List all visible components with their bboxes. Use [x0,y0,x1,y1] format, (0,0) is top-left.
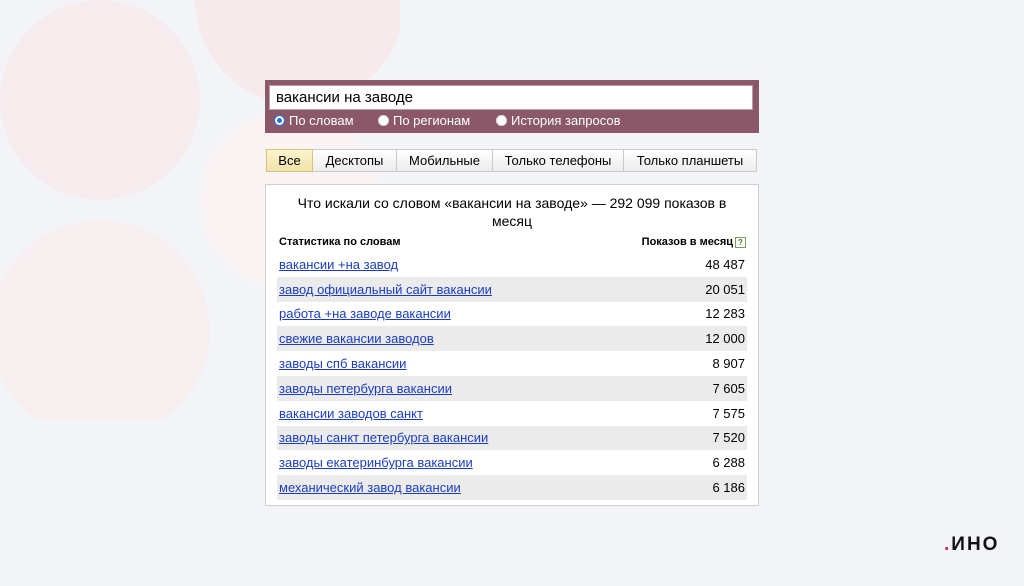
results-title: Что искали со словом «вакансии на заводе» — 292 099 показов в месяц [297,195,727,229]
count-column-header [642,236,746,248]
brand-name: ИНО [951,534,1000,555]
table-row [277,302,747,327]
radio-selected-icon [274,115,285,126]
tab-desktops[interactable]: Десктопы [313,149,397,172]
table-row [277,426,747,451]
impressions-count: 20 051 [705,281,745,297]
tab-phones-only[interactable]: Только телефоны [493,149,624,172]
impressions-count: 7 575 [712,405,745,421]
tab-all[interactable]: Все [266,149,313,172]
tab-tablets-only[interactable]: Только планшеты [624,149,757,172]
brand-dot: . [944,534,952,555]
impressions-count: 7 605 [712,380,745,396]
mode-label: По регионам [393,113,471,128]
table-row [277,326,747,351]
table-row [277,351,747,376]
results-panel [265,184,759,506]
impressions-count: 48 487 [705,256,745,272]
count-column-label: Показов в месяц [641,236,733,248]
results-table [277,252,747,500]
phrase-column-header: Статистика по словам [279,236,401,248]
impressions-count: 12 283 [705,306,745,322]
search-input[interactable] [269,85,753,110]
table-row [277,401,747,426]
phrase-link[interactable]: заводы екатеринбурга вакансии [279,455,473,471]
impressions-count: 12 000 [705,331,745,347]
phrase-link[interactable]: работа +на заводе вакансии [279,306,451,322]
table-row [277,277,747,302]
impressions-count: 6 288 [712,455,745,471]
mode-label: По словам [289,113,354,128]
tab-mobile[interactable]: Мобильные [397,149,493,172]
table-row [277,475,747,500]
device-tabs [266,149,757,172]
mode-by-regions-radio[interactable] [378,113,470,128]
table-row [277,252,747,277]
phrase-link[interactable]: вакансии +на завод [279,256,399,272]
mode-history-radio[interactable] [496,113,621,128]
impressions-count: 8 907 [712,356,745,372]
phrase-link[interactable]: свежие вакансии заводов [279,331,434,347]
phrase-link[interactable]: заводы санкт петербурга вакансии [279,430,489,446]
brand-logo [944,534,999,556]
mode-by-words-radio[interactable] [274,113,354,128]
help-icon[interactable]: ? [735,237,746,248]
table-row [277,376,747,401]
mode-label: История запросов [511,113,621,128]
phrase-link[interactable]: заводы спб вакансии [279,356,407,372]
impressions-count: 6 186 [712,480,745,496]
search-panel [265,80,759,133]
radio-unselected-icon [378,115,389,126]
phrase-link[interactable]: вакансии заводов санкт [279,405,423,421]
phrase-link[interactable]: заводы петербурга вакансии [279,380,452,396]
radio-unselected-icon [496,115,507,126]
impressions-count: 7 520 [712,430,745,446]
table-row [277,450,747,475]
phrase-link[interactable]: механический завод вакансии [279,480,461,496]
phrase-link[interactable]: завод официальный сайт вакансии [279,281,492,297]
